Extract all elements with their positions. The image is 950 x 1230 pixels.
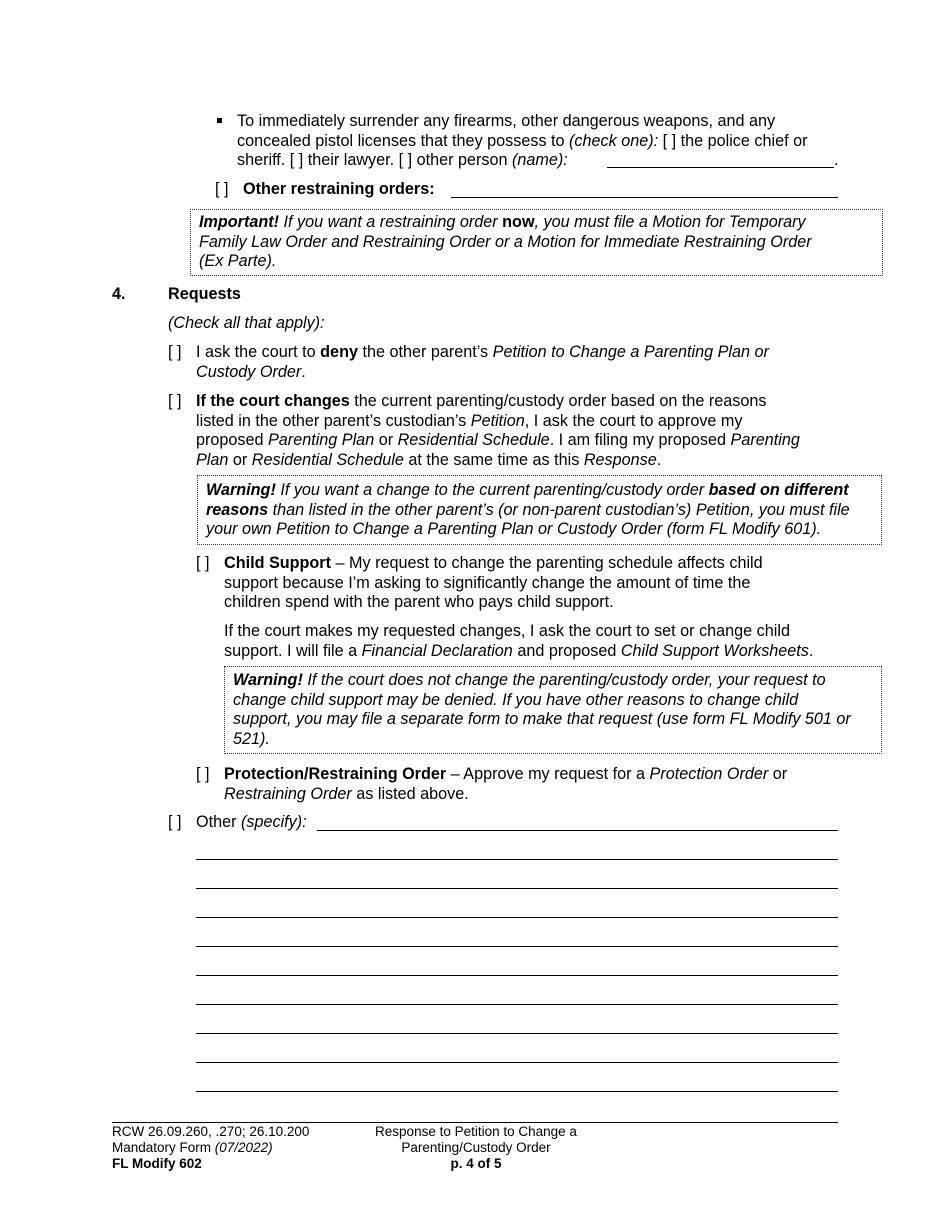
bullet-marker <box>217 118 222 123</box>
writing-line[interactable] <box>196 946 838 947</box>
footer-rule <box>112 1122 838 1123</box>
court-changes-request: If the court changes the current parenting/custody order based on the reasons listed in the other parent’s custodian’s Petition, I ask the court to approve my proposed Parenting Plan or Residential Schedule. I am filing my proposed Parenting Plan or Residential Schedule at the same time as this Response. <box>196 392 800 469</box>
footer-mandatory: Mandatory Form (07/2022) <box>112 1140 273 1155</box>
other-restraining-orders <box>215 180 435 200</box>
child-support-checkbox[interactable]: [ ] <box>196 554 210 572</box>
firearms-line-2: concealed pistol licenses that they possess to (check one): [ ] the police chief or <box>237 131 808 150</box>
protection-order-request: Protection/Restraining Order – Approve my request for a Protection Order or Restraining Order as listed above. <box>224 765 788 803</box>
footer-page-number: p. 4 of 5 <box>450 1156 502 1171</box>
important-notice-box <box>190 209 883 276</box>
footer-title-1: Response to Petition to Change a <box>375 1124 577 1139</box>
footer-center <box>340 1124 612 1172</box>
footer-form-id: FL Modify 602 <box>112 1156 202 1171</box>
deny-checkbox[interactable]: [ ] <box>168 343 182 361</box>
protection-order-checkbox[interactable]: [ ] <box>196 765 210 783</box>
important-line-3: (Ex Parte). <box>199 252 277 271</box>
firearms-period: . <box>834 151 839 169</box>
deny-request: I ask the court to deny the other parent’s Petition to Change a Parenting Plan or Custody Order. <box>196 343 769 381</box>
writing-line[interactable] <box>196 1004 838 1005</box>
writing-line[interactable] <box>196 859 838 860</box>
section-title: Requests <box>168 285 241 303</box>
footer-left <box>112 1124 309 1172</box>
writing-line[interactable] <box>196 1033 838 1034</box>
footer-title-2: Parenting/Custody Order <box>401 1140 551 1155</box>
child-support-request: Child Support – My request to change the parenting schedule affects child support because I’m asking to significantly change the amount of time the children spend with the parent who pays child support. If the court makes my requested changes, I ask the court to set or change child support. I will file a Financial Declaration and proposed Child Support Worksheets. <box>224 554 814 660</box>
section-instruction: (Check all that apply): <box>168 314 325 332</box>
writing-line[interactable] <box>196 917 838 918</box>
writing-line[interactable] <box>196 888 838 889</box>
footer-rcw: RCW 26.09.260, .270; 26.10.200 <box>112 1124 310 1139</box>
other-restraining-label: Other restraining orders: <box>243 180 435 198</box>
other-checkbox[interactable]: [ ] <box>168 813 182 831</box>
other-restraining-checkbox[interactable]: [ ] <box>215 180 229 198</box>
section-number: 4. <box>112 285 126 303</box>
writing-line[interactable] <box>196 1091 838 1092</box>
other-restraining-field[interactable] <box>451 197 838 198</box>
writing-line[interactable] <box>196 1062 838 1063</box>
warning-different-reasons-box: Warning! If you want a change to the current parenting/custody order based on different reasons than listed in the other parent’s (or non-parent custodian’s) Petition, you must file your own Petition to Change a Parenting Plan or Custody Order (form FL Modify 601). <box>197 475 882 545</box>
firearms-line-1: To immediately surrender any firearms, other dangerous weapons, and any <box>237 112 776 130</box>
important-line-2: Family Law Order and Restraining Order or a Motion for Immediate Restraining Order <box>199 232 812 251</box>
writing-line[interactable] <box>196 975 838 976</box>
firearms-item <box>237 112 857 171</box>
important-line-1: Important! If you want a restraining order now, you must file a Motion for Temporary <box>199 213 806 231</box>
other-specify-field[interactable] <box>317 830 838 831</box>
court-changes-checkbox[interactable]: [ ] <box>168 392 182 410</box>
other-request: [ ] Other (specify): <box>168 813 307 831</box>
firearms-line-3: sheriff. [ ] their lawyer. [ ] other person (name): <box>237 151 568 170</box>
warning-child-support-box: Warning! If the court does not change the parenting/custody order, your request to change child support may be denied. If you have other reasons to change child support, you may file a separate form to make that request (use form FL Modify 501 or 521). <box>224 666 882 754</box>
other-person-name-field[interactable] <box>607 167 834 168</box>
